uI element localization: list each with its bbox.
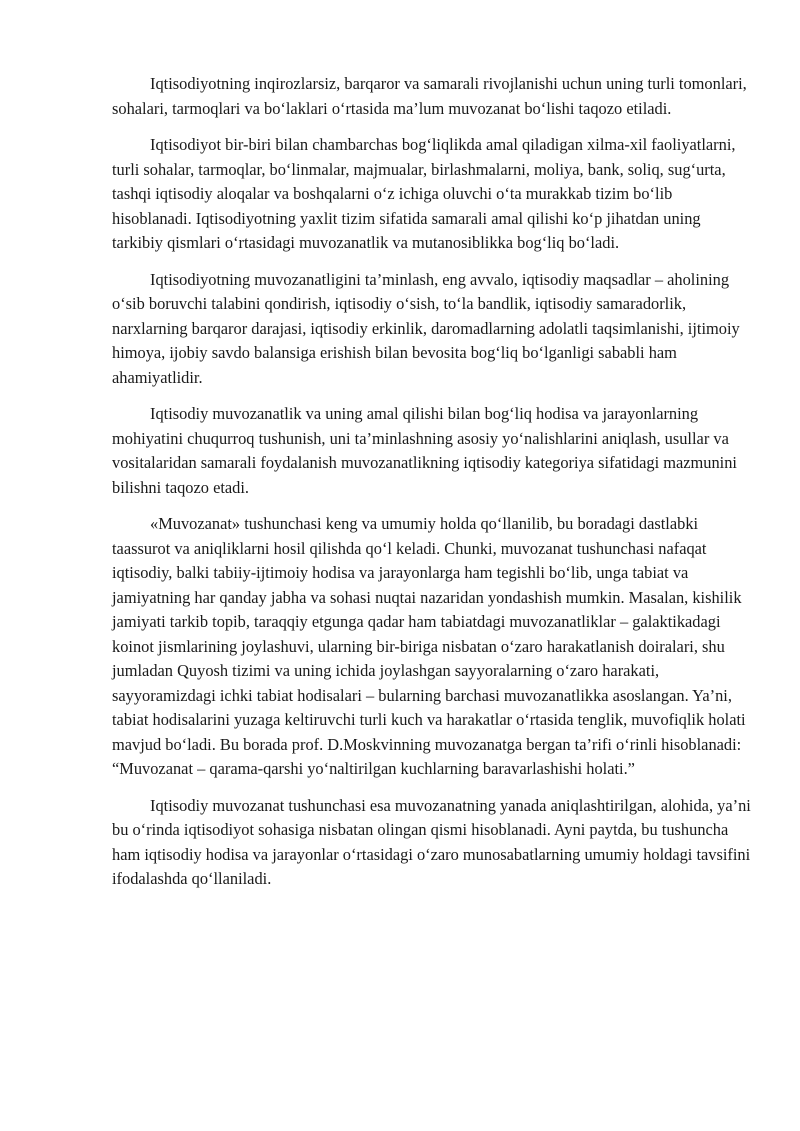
paragraph-3: Iqtisodiyotning muvozanatligini ta’minlash, eng avvalo, iqtisodiy maqsadlar – aholining o‘sib boruvchi talabini qondirish, iqtisodiy o‘sish, to‘la bandlik, iqtisodiy samaradorlik, narxlarning barqaror darajasi, iqtisodiy erkinlik, daromadlarning adolatli taqsimlanishi, ijtimoiy himoya, ijobiy savdo balansiga erishish bilan bevosita bog‘liq bo‘lganligi sababli ham ahamiyatlidir. <box>112 269 740 387</box>
paragraph-5: «Muvozanat» tushunchasi keng va umumiy holda qo‘llanilib, bu boradagi dastlabki taassurot va aniqliklarni hosil qilishda qo‘l keladi. Chunki, muvozanat tushunchasi nafaqat iqtisodiy, balki tabiiy-ijtimoiy hodisa va jarayonlarga ham tegishli bo‘lib, unga tabiat va jamiyatning har qanday jabha va sohasi nuqtai nazaridan yondashish mumkin. Masalan, kishilik jamiyati tarkib topib, taraqqiy etgunga qadar ham tabiatdagi muvozanatliklar – galaktikadagi koinot jismlarining joylashuvi, ularning bir-biriga nisbatan o‘zaro harakatlanish doiralari, shu jumladan Quyosh tizimi va uning ichida joylashgan sayyoralarning o‘zaro harakati, sayyoramizdagi ichki tabiat hodisalari – bularning barchasi muvozanatlikka asoslangan. Ya’ni, tabiat hodisalarini yuzaga keltiruvchi turli kuch va harakatlar o‘rtasida tenglik, muvofiqlik holati mavjud bo‘ladi. Bu borada prof. D.Moskvinning muvozanatga bergan ta’rifi o‘rinli hisoblanadi: “Muvozanat – qarama-qarshi yo‘naltirilgan kuchlarning baravarlashishi holati.” <box>112 514 746 778</box>
paragraph-1: Iqtisodiyotning inqirozlarsiz, barqaror va samarali rivojlanishi uchun uning turli tomonlari, sohalari, tarmoqlari va bo‘laklari o‘rtasida ma’lum muvozanat bo‘lishi taqozo etiladi. <box>112 74 747 118</box>
document-page <box>112 72 752 904</box>
paragraph-6: Iqtisodiy muvozanat tushunchasi esa muvozanatning yanada aniqlashtirilgan, alohida, ya’ni bu o‘rinda iqtisodiyot sohasiga nisbatan olingan qismi hisoblanadi. Ayni paytda, bu tushuncha ham iqtisodiy hodisa va jarayonlar o‘rtasidagi o‘zaro munosabatlarning umumiy holdagi tavsifini ifodalashda qo‘llaniladi. <box>112 795 751 888</box>
paragraph-4: Iqtisodiy muvozanatlik va uning amal qilishi bilan bog‘liq hodisa va jarayonlarning mohiyatini chuqurroq tushunish, uni ta’minlashning asosiy yo‘nalishlarini aniqlash, usullar va vositalaridan samarali foydalanish muvozanatlikning iqtisodiy kategoriya sifatidagi mazmunini bilishni taqozo etadi. <box>112 404 737 497</box>
paragraph-2: Iqtisodiyot bir-biri bilan chambarchas bog‘liqlikda amal qiladigan xilma-xil faoliyatlarni, turli sohalar, tarmoqlar, bo‘linmalar, majmualar, birlashmalarni, moliya, bank, soliq, sug‘urta, tashqi iqtisodiy aloqalar va boshqalarni o‘z ichiga oluvchi o‘ta murakkab tizim bo‘lib hisoblanadi. Iqtisodiyotning yaxlit tizim sifatida samarali amal qilishi ko‘p jihatdan uning tarkibiy qismlari o‘rtasidagi muvozanatlik va mutanosiblikka bog‘liq bo‘ladi. <box>112 135 736 252</box>
